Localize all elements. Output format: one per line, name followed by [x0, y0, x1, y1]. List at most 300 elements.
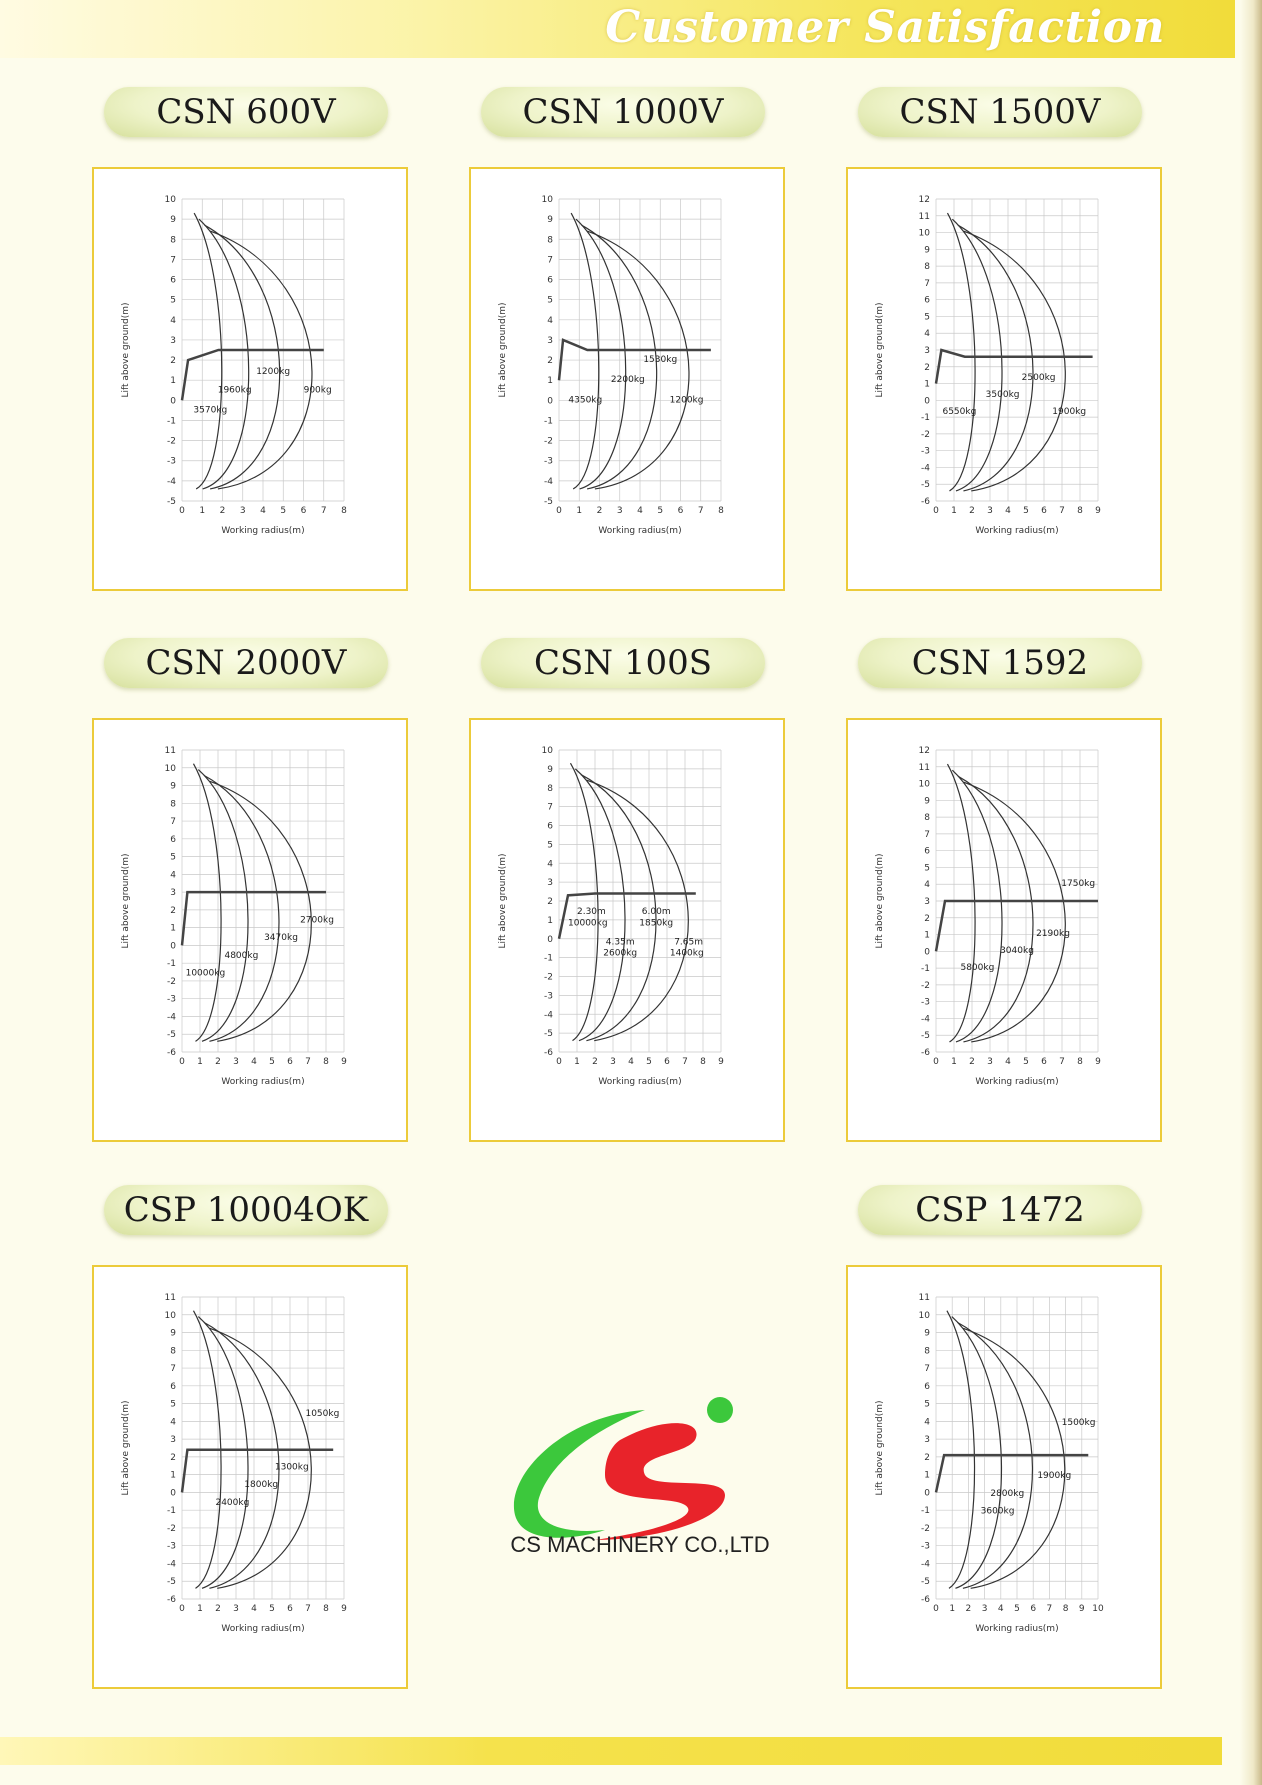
company-name: CS MACHINERY CO.,LTD [510, 1532, 770, 1557]
chart-frame [92, 718, 408, 1142]
y-tick-label: 8 [170, 235, 176, 246]
y-tick-label: -3 [921, 446, 930, 457]
x-tick-label: 8 [323, 1604, 329, 1614]
y-tick-label: 5 [170, 1399, 176, 1410]
y-tick-label: -1 [167, 959, 176, 970]
x-tick-label: 6 [677, 506, 684, 516]
y-tick-label: 1 [924, 379, 930, 390]
x-tick-label: 6 [287, 1604, 293, 1614]
x-tick-label: 7 [682, 1057, 688, 1067]
x-tick-label: 7 [1046, 1604, 1053, 1614]
y-tick-label: 6 [924, 1381, 930, 1392]
y-axis-label: Lift above ground(m) [498, 853, 508, 949]
load-range-curve [958, 776, 1033, 1042]
load-label: 10000kg [185, 968, 226, 979]
x-tick-label: 5 [280, 506, 287, 516]
y-tick-label: 6 [547, 821, 553, 832]
x-tick-label: 6 [1041, 1057, 1047, 1067]
x-tick-label: 3 [616, 506, 623, 516]
y-tick-label: -2 [544, 436, 553, 447]
y-tick-label: 10 [541, 746, 553, 756]
y-tick-label: -2 [167, 436, 176, 447]
x-axis-label: Working radius(m) [221, 1624, 305, 1634]
footer-bar [0, 1737, 1222, 1765]
model-title: CSN 1500V [858, 87, 1142, 137]
y-tick-label: 9 [170, 1328, 176, 1339]
y-tick-label: 3 [170, 335, 176, 346]
x-tick-label: 8 [323, 1057, 329, 1067]
y-tick-label: 11 [164, 746, 176, 756]
y-tick-label: 7 [924, 829, 930, 840]
load-range-curve [947, 764, 975, 1042]
x-tick-label: 9 [1095, 1057, 1101, 1067]
load-label: 4350kg [568, 395, 603, 406]
x-tick-label: 9 [1095, 506, 1101, 516]
x-tick-label: 0 [179, 1057, 185, 1067]
x-tick-label: 6 [287, 1057, 293, 1067]
model-title: CSP 10004OK [104, 1185, 388, 1235]
x-tick-label: 2 [219, 506, 226, 516]
y-tick-label: 7 [547, 255, 553, 266]
x-tick-label: 4 [260, 506, 266, 516]
y-axis-label: Lift above ground(m) [875, 1400, 885, 1496]
y-tick-label: 4 [547, 859, 553, 870]
y-tick-label: -5 [921, 480, 930, 491]
x-tick-label: 2 [592, 1057, 598, 1067]
x-tick-label: 8 [700, 1057, 706, 1067]
x-tick-label: 7 [697, 506, 704, 516]
y-tick-label: -5 [921, 1577, 930, 1588]
y-tick-label: 7 [170, 1364, 176, 1375]
chart-frame [469, 718, 785, 1142]
load-label: 3570kg [193, 405, 228, 416]
y-tick-label: 2 [547, 356, 553, 367]
y-tick-label: 3 [170, 1435, 176, 1446]
load-label: 2500kg [1021, 373, 1056, 384]
y-tick-label: -6 [921, 1595, 930, 1605]
x-tick-label: 8 [1077, 1057, 1083, 1067]
y-tick-label: 10 [918, 1310, 930, 1321]
y-tick-label: 1 [924, 930, 930, 941]
y-tick-label: 1 [924, 1470, 930, 1481]
y-tick-label: 10 [164, 1310, 176, 1321]
load-range-curve [198, 1317, 248, 1589]
load-chart [471, 169, 787, 593]
x-tick-label: 3 [987, 1057, 993, 1067]
header-bar [0, 0, 1235, 58]
x-tick-label: 2 [596, 506, 603, 516]
load-range-curve [952, 770, 1002, 1042]
x-tick-label: 2 [969, 506, 975, 516]
y-tick-label: -3 [167, 1541, 176, 1552]
load-label: 900kg [303, 385, 332, 396]
x-tick-label: 3 [610, 1057, 616, 1067]
chart-frame [92, 1265, 408, 1689]
y-tick-label: -5 [167, 1030, 176, 1041]
y-tick-label: -4 [167, 476, 176, 487]
load-label: 2800kg [990, 1488, 1025, 1499]
load-label: 7.65m [674, 937, 704, 948]
model-title: CSN 1592 [858, 638, 1142, 688]
x-tick-label: 1 [951, 506, 957, 516]
load-range-curve [198, 770, 248, 1042]
y-tick-label: -4 [167, 1012, 176, 1023]
boom-line [182, 350, 324, 400]
model-title: CSN 600V [104, 87, 388, 137]
y-tick-label: 9 [547, 764, 553, 775]
y-tick-label: 11 [918, 762, 930, 773]
y-tick-label: -2 [544, 972, 553, 983]
y-tick-label: 5 [924, 312, 930, 323]
y-tick-label: -4 [544, 476, 553, 487]
load-label: 1050kg [305, 1409, 340, 1420]
chart-frame [846, 167, 1162, 591]
load-chart [94, 169, 410, 593]
y-tick-label: 11 [164, 1293, 176, 1303]
y-tick-label: 3 [170, 888, 176, 899]
y-tick-label: -3 [544, 456, 553, 467]
load-label: 4800kg [224, 950, 259, 961]
load-label: 2200kg [610, 375, 645, 386]
y-tick-label: 8 [547, 235, 553, 246]
x-tick-label: 1 [197, 1604, 203, 1614]
x-tick-label: 0 [556, 1057, 562, 1067]
load-label: 3040kg [1000, 946, 1034, 957]
y-tick-label: 1 [170, 376, 176, 387]
load-chart [94, 720, 410, 1144]
y-axis-label: Lift above ground(m) [875, 853, 885, 949]
y-tick-label: 4 [924, 880, 930, 891]
load-label: 2700kg [300, 915, 334, 926]
y-tick-label: -3 [167, 994, 176, 1005]
y-tick-label: 10 [541, 195, 553, 205]
y-tick-label: 6 [924, 295, 930, 306]
y-tick-label: -3 [167, 456, 176, 467]
y-tick-label: 0 [547, 396, 553, 407]
y-tick-label: 3 [924, 1435, 930, 1446]
y-tick-label: -6 [921, 1048, 930, 1058]
y-tick-label: 8 [170, 1346, 176, 1357]
x-tick-label: 5 [1023, 1057, 1029, 1067]
x-tick-label: 3 [981, 1604, 988, 1614]
y-tick-label: 4 [547, 315, 553, 326]
load-range-curve [193, 764, 221, 1042]
y-tick-label: 0 [924, 947, 930, 958]
y-tick-label: -5 [167, 1577, 176, 1588]
load-range-curve [210, 1328, 312, 1588]
header-title: Customer Satisfaction [605, 2, 1165, 53]
y-tick-label: 2 [170, 1452, 176, 1463]
y-tick-label: 2 [924, 1452, 930, 1463]
x-tick-label: 1 [951, 1057, 957, 1067]
y-axis-label: Lift above ground(m) [498, 302, 508, 398]
y-tick-label: 9 [547, 215, 553, 226]
x-axis-label: Working radius(m) [975, 526, 1059, 536]
chart-frame [846, 1265, 1162, 1689]
load-label: 1750kg [1061, 878, 1096, 889]
y-tick-label: -1 [921, 413, 930, 424]
load-range-curve [952, 1317, 1002, 1589]
y-tick-label: 1 [170, 1470, 176, 1481]
boom-line [936, 901, 1098, 951]
y-tick-label: -5 [544, 497, 553, 507]
y-tick-label: 4 [170, 315, 176, 326]
x-axis-label: Working radius(m) [598, 1077, 682, 1087]
load-label: 1850kg [639, 918, 674, 929]
load-label: 6.00m [641, 907, 671, 918]
y-tick-label: 3 [924, 346, 930, 356]
y-tick-label: -3 [921, 1541, 930, 1552]
y-tick-label: 2 [924, 913, 930, 924]
y-tick-label: 1 [547, 376, 553, 387]
x-tick-label: 6 [664, 1057, 670, 1067]
y-tick-label: -2 [921, 429, 930, 440]
x-tick-label: 0 [933, 1604, 939, 1614]
y-tick-label: 9 [924, 1328, 930, 1339]
x-tick-label: 3 [987, 506, 993, 516]
load-label: 4.35m [605, 937, 635, 948]
y-tick-label: 0 [924, 396, 930, 407]
x-tick-label: 5 [1014, 1604, 1020, 1614]
model-title: CSN 2000V [104, 638, 388, 688]
y-tick-label: -1 [167, 416, 176, 427]
load-label: 1200kg [669, 395, 704, 406]
x-tick-label: 0 [933, 1057, 939, 1067]
x-tick-label: 7 [305, 1604, 311, 1614]
x-tick-label: 9 [718, 1057, 724, 1067]
load-label: 1530kg [643, 355, 678, 366]
x-tick-label: 7 [305, 1057, 311, 1067]
x-tick-label: 8 [718, 506, 724, 516]
x-tick-label: 7 [1059, 506, 1065, 516]
y-tick-label: 1 [170, 923, 176, 934]
load-label: 1200kg [256, 367, 291, 378]
load-label: 2400kg [215, 1497, 250, 1508]
y-tick-label: 2 [170, 356, 176, 367]
y-tick-label: 5 [924, 1399, 930, 1410]
chart-frame [469, 167, 785, 591]
y-tick-label: -4 [167, 1559, 176, 1570]
load-range-curve [570, 763, 598, 1040]
load-chart [471, 720, 787, 1144]
load-range-curve [947, 1311, 975, 1589]
y-tick-label: -1 [921, 964, 930, 975]
x-tick-label: 4 [1005, 1057, 1011, 1067]
load-label: 3470kg [264, 933, 298, 944]
y-tick-label: 5 [547, 840, 553, 851]
y-tick-label: -3 [544, 991, 553, 1002]
x-tick-label: 9 [341, 1057, 347, 1067]
load-label: 1960kg [217, 385, 252, 396]
y-tick-label: 8 [924, 1346, 930, 1357]
load-label: 6550kg [942, 406, 977, 417]
y-tick-label: 10 [164, 763, 176, 774]
logo-green-dot [707, 1397, 733, 1423]
x-tick-label: 5 [269, 1057, 275, 1067]
y-tick-label: -1 [921, 1506, 930, 1517]
y-tick-label: 6 [170, 834, 176, 845]
load-chart [848, 720, 1164, 1144]
y-tick-label: 12 [918, 746, 930, 756]
y-tick-label: -6 [167, 1048, 176, 1058]
y-tick-label: 0 [170, 396, 176, 407]
y-tick-label: 3 [547, 335, 553, 346]
y-tick-label: 10 [164, 195, 176, 205]
y-tick-label: -5 [167, 497, 176, 507]
x-tick-label: 3 [239, 506, 246, 516]
y-tick-label: -6 [167, 1595, 176, 1605]
x-axis-label: Working radius(m) [221, 1077, 305, 1087]
y-tick-label: 11 [918, 1293, 930, 1303]
y-tick-label: 5 [547, 295, 553, 306]
x-tick-label: 4 [637, 506, 643, 516]
y-tick-label: -2 [921, 1523, 930, 1534]
x-axis-label: Working radius(m) [975, 1077, 1059, 1087]
model-title: CSN 100S [481, 638, 765, 688]
x-tick-label: 3 [233, 1057, 239, 1067]
load-label: 3500kg [985, 389, 1020, 400]
y-tick-label: -3 [921, 997, 930, 1008]
y-tick-label: 6 [924, 846, 930, 857]
x-tick-label: 4 [251, 1604, 257, 1614]
load-label: 1400kg [669, 948, 704, 959]
load-chart [848, 169, 1164, 593]
model-title: CSP 1472 [858, 1185, 1142, 1235]
y-tick-label: 3 [547, 878, 553, 889]
x-tick-label: 1 [574, 1057, 580, 1067]
x-axis-label: Working radius(m) [221, 526, 305, 536]
y-tick-label: -6 [921, 497, 930, 507]
x-tick-label: 1 [199, 506, 206, 516]
x-tick-label: 4 [997, 1604, 1004, 1614]
load-chart [94, 1267, 410, 1691]
load-label: 1300kg [274, 1462, 309, 1473]
y-tick-label: 9 [170, 781, 176, 792]
y-tick-label: 0 [170, 1488, 176, 1499]
logo-red-swoosh [595, 1423, 725, 1540]
y-tick-label: 5 [924, 863, 930, 874]
x-tick-label: 6 [1041, 506, 1047, 516]
y-tick-label: 2 [170, 905, 176, 916]
x-tick-label: 0 [933, 506, 939, 516]
x-tick-label: 9 [1078, 1604, 1085, 1614]
load-label: 2190kg [1036, 929, 1070, 940]
x-axis-label: Working radius(m) [975, 1624, 1059, 1634]
load-label: 1800kg [244, 1480, 279, 1491]
y-tick-label: -2 [167, 1523, 176, 1534]
y-tick-label: 11 [918, 211, 930, 222]
y-tick-label: 2 [924, 362, 930, 373]
x-tick-label: 2 [215, 1057, 221, 1067]
y-tick-label: 7 [924, 1364, 930, 1375]
x-tick-label: 0 [179, 1604, 185, 1614]
y-tick-label: 9 [924, 245, 930, 256]
chart-frame [92, 167, 408, 591]
page-edge [1240, 0, 1262, 1785]
y-tick-label: 10 [918, 779, 930, 790]
y-tick-label: 7 [170, 817, 176, 828]
y-axis-label: Lift above ground(m) [875, 302, 885, 398]
load-label: 1900kg [1052, 406, 1087, 417]
load-chart [848, 1267, 1164, 1691]
load-range-curve [210, 781, 312, 1041]
y-tick-label: 8 [170, 799, 176, 810]
x-tick-label: 1 [576, 506, 583, 516]
x-tick-label: 4 [251, 1057, 257, 1067]
y-tick-label: 7 [547, 802, 553, 813]
y-tick-label: -5 [921, 1031, 930, 1042]
x-tick-label: 3 [233, 1604, 239, 1614]
x-tick-label: 5 [269, 1604, 275, 1614]
x-tick-label: 2 [215, 1604, 221, 1614]
load-label: 10000kg [568, 918, 608, 929]
load-label: 1900kg [1037, 1471, 1072, 1482]
x-tick-label: 8 [1062, 1604, 1069, 1614]
load-range-curve [204, 775, 279, 1041]
y-tick-label: 4 [170, 870, 176, 881]
x-tick-label: 6 [1030, 1604, 1037, 1614]
load-range-curve [575, 769, 625, 1041]
y-tick-label: 5 [170, 852, 176, 863]
x-tick-label: 6 [300, 506, 307, 516]
x-tick-label: 7 [1059, 1057, 1065, 1067]
model-title: CSN 1000V [481, 87, 765, 137]
x-tick-label: 8 [341, 506, 347, 516]
y-tick-label: 4 [924, 329, 930, 340]
load-range-curve [205, 225, 280, 489]
y-tick-label: 8 [924, 262, 930, 273]
y-tick-label: -6 [544, 1048, 553, 1058]
x-tick-label: 2 [965, 1604, 972, 1614]
y-tick-label: 6 [170, 275, 176, 286]
y-tick-label: -2 [167, 976, 176, 987]
y-tick-label: -4 [921, 1014, 930, 1025]
y-tick-label: -1 [167, 1506, 176, 1517]
x-tick-label: 0 [556, 506, 562, 516]
y-axis-label: Lift above ground(m) [121, 1400, 131, 1496]
y-tick-label: -1 [544, 953, 553, 964]
y-tick-label: 2 [547, 897, 553, 907]
y-tick-label: -2 [921, 980, 930, 991]
load-label: 5800kg [960, 962, 995, 973]
x-tick-label: 5 [646, 1057, 652, 1067]
load-label: 3600kg [980, 1506, 1015, 1517]
load-range-curve [958, 225, 1033, 491]
y-tick-label: -5 [544, 1029, 553, 1040]
load-range-curve [204, 1322, 279, 1588]
y-tick-label: 5 [170, 295, 176, 306]
y-tick-label: 0 [547, 934, 553, 945]
x-tick-label: 5 [1023, 506, 1029, 516]
y-tick-label: 12 [918, 195, 930, 205]
x-tick-label: 0 [179, 506, 185, 516]
load-label: 1500kg [1061, 1417, 1096, 1428]
x-tick-label: 1 [949, 1604, 956, 1614]
x-tick-label: 2 [969, 1057, 975, 1067]
y-tick-label: 7 [170, 255, 176, 266]
y-tick-label: 10 [918, 228, 930, 239]
x-tick-label: 10 [1092, 1604, 1104, 1614]
x-tick-label: 7 [320, 506, 327, 516]
y-tick-label: 0 [924, 1488, 930, 1499]
y-tick-label: 1 [547, 915, 553, 926]
y-tick-label: 8 [924, 813, 930, 824]
load-label: 2600kg [603, 948, 638, 959]
y-tick-label: 6 [170, 1381, 176, 1392]
y-tick-label: 0 [170, 941, 176, 952]
chart-frame [846, 718, 1162, 1142]
y-tick-label: 4 [170, 1417, 176, 1428]
